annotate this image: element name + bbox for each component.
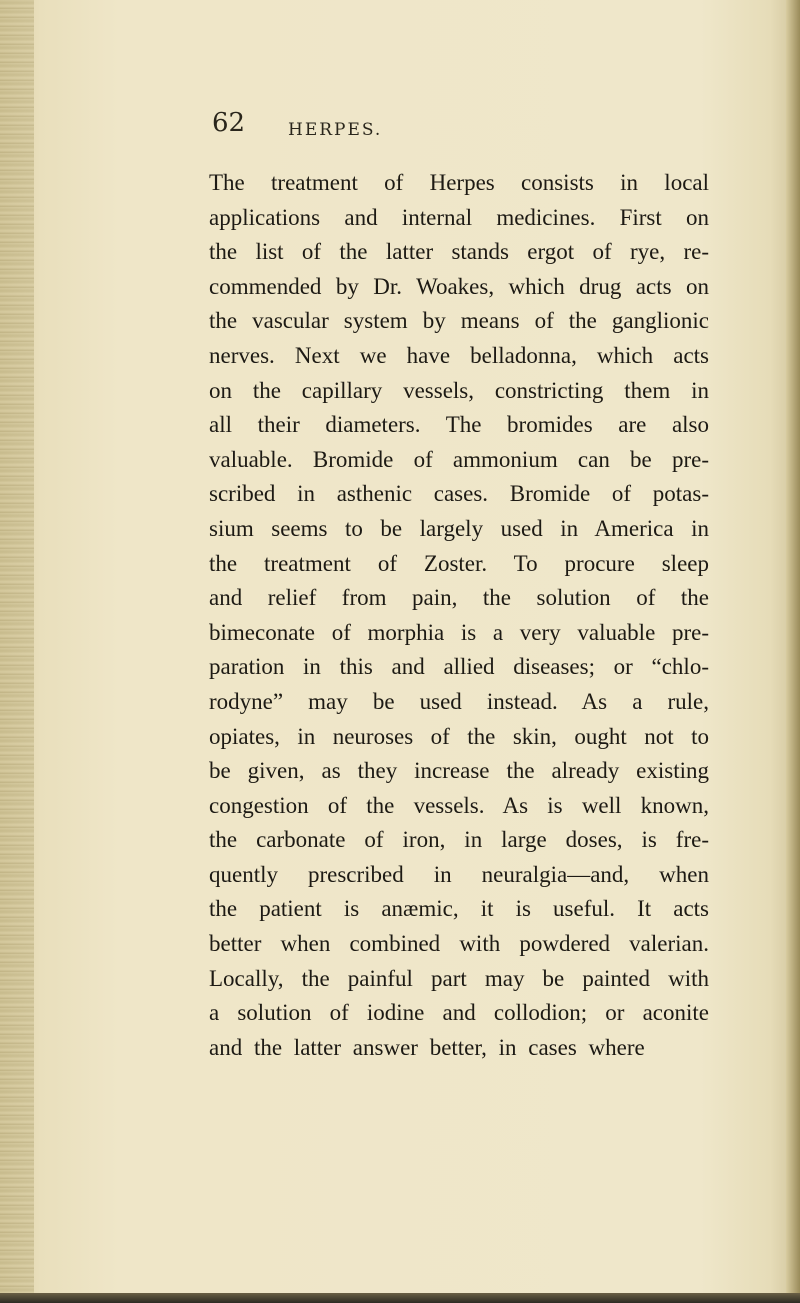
text-line: better when combined with powdered valerian. <box>209 931 709 957</box>
page-header <box>212 108 692 148</box>
text-line: the carbonate of iron, in large doses, is fre- <box>209 827 709 853</box>
text-line: scribed in asthenic cases. Bromide of potas- <box>209 481 709 507</box>
text-line: Locally, the painful part may be painted with <box>209 965 709 991</box>
text-line: quently prescribed in neuralgia—and, when <box>209 861 709 887</box>
page-bottom-edge <box>0 1293 800 1303</box>
text-line: on the capillary vessels, constricting them in <box>209 377 709 403</box>
text-line: the list of the latter stands ergot of rye, re- <box>209 239 709 265</box>
text-line: The treatment of Herpes consists in local <box>209 170 709 195</box>
text-line: congestion of the vessels. As is well known, <box>209 792 709 818</box>
page-right-edge <box>786 0 800 1303</box>
text-line: nerves. Next we have belladonna, which acts <box>209 342 709 368</box>
text-line: and the latter answer better, in cases where <box>209 1034 645 1060</box>
text-line: a solution of iodine and collodion; or aconite <box>209 1000 709 1026</box>
text-line: all their diameters. The bromides are also <box>209 412 709 438</box>
text-line: sium seems to be largely used in America in <box>209 515 709 541</box>
text-line: bimeconate of morphia is a very valuable pre- <box>209 619 709 645</box>
text-line: the treatment of Zoster. To procure sleep <box>209 550 709 576</box>
text-line: opiates, in neuroses of the skin, ought not to <box>209 723 709 749</box>
text-line: commended by Dr. Woakes, which drug acts on <box>209 273 709 299</box>
text-line: be given, as they increase the already existing <box>209 758 709 784</box>
body-paragraph <box>209 166 709 1065</box>
text-line: paration in this and allied diseases; or “chlo- <box>209 654 709 680</box>
text-line: the patient is anæmic, it is useful. It acts <box>209 896 709 922</box>
page-number: 62 <box>212 108 246 138</box>
text-line: applications and internal medicines. First on <box>209 204 709 230</box>
text-line: rodyne” may be used instead. As a rule, <box>209 688 709 714</box>
running-head: HERPES. <box>288 120 383 140</box>
page-binding-edge <box>0 0 34 1303</box>
text-line: valuable. Bromide of ammonium can be pre- <box>209 446 709 472</box>
text-line: the vascular system by means of the ganglionic <box>209 308 709 334</box>
text-line: and relief from pain, the solution of the <box>209 585 709 611</box>
